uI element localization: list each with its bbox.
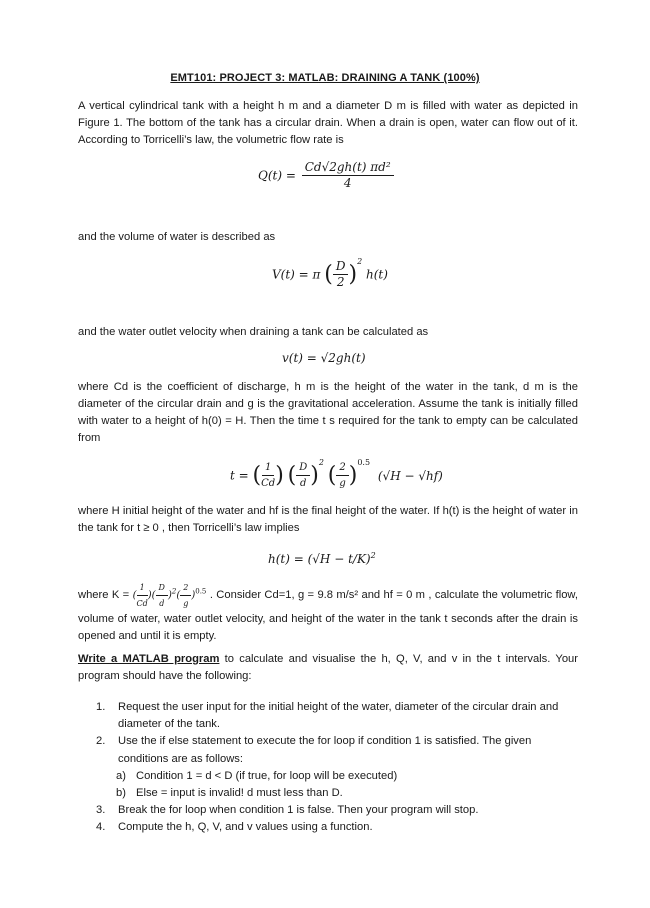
eq-t-f3-num: 2 (336, 460, 348, 476)
velocity-intro: and the water outlet velocity when draining a tank can be calculated as (78, 326, 429, 338)
list-item: 4. Compute the h, Q, V, and v values using a function. (96, 821, 373, 834)
torricelli-paragraph: where H initial height of the water and hf is the final height of the water. If h(t) is the height of water in the tank for t ≥ 0 , then Torricelli’s law implies (78, 505, 578, 535)
requirements-list (96, 699, 566, 837)
eq-t-rhs: (√H − √hf) (377, 468, 443, 483)
list-item: a) Condition 1 = d < D (if true, for loop will be executed) (116, 769, 398, 782)
intro-paragraph: A vertical cylindrical tank with a height h m and a diameter D m is filled with water as depicted in Figure 1. The bottom of the tank has a circular drain. When a drain is open, water can flow out of it. According to Torricelli’s law, the volumetric flow rate is (78, 100, 578, 147)
k-rest: . Consider Cd=1, g = 9.8 m/s² and hf = 0 m , calculate the volumetric flow, volume of water, water outlet velocity, and height of the water in the tank t seconds after the drain is opened and until it is empty. (78, 589, 578, 643)
flow-rate-equation (258, 160, 396, 191)
task-rest: to calculate and visualise the h, Q, V, and v in the t intervals. Your program should have the following: (78, 653, 578, 683)
eq-t-f2-den: d (300, 478, 307, 489)
k-f1-num: 1 (137, 580, 148, 596)
list-item: 1. Request the user input for the initial height of the water, diameter of the circular drain and diameter of the tank. (96, 701, 559, 731)
k-f2-den: d (159, 599, 165, 608)
eq-q-denominator: 4 (343, 176, 352, 190)
k-f3-num: 2 (180, 580, 191, 596)
height-equation (268, 551, 376, 566)
eq-v-lhs: V(t) = π (272, 267, 321, 282)
eq-v-rhs: h(t) (365, 267, 388, 282)
eq-v-frac-den: 2 (336, 275, 345, 289)
eq-t-lhs: t = (230, 468, 249, 483)
eq-v-power: 2 (357, 257, 363, 266)
task-paragraph (78, 651, 578, 685)
eq-h-lhs: h(t) = (√H − t/K) (268, 552, 371, 566)
eq-t-f1-den: Cd (261, 478, 276, 489)
eq-q-lhs: Q(t) = (258, 168, 296, 183)
k-f2-num: D (156, 580, 168, 596)
list-item: 3. Break the for loop when condition 1 is false. Then your program will stop. (96, 804, 479, 817)
k-f1-den: Cd (136, 599, 148, 608)
eq-t-f1-num: 1 (262, 460, 274, 476)
time-equation: t = ( $\frac{1}{Cd}$ ) ( $\frac{D}{d}$ )$^2$ ( $\frac{2}{g}$ )$^{0.5}$ (√H − √hf) (230, 458, 443, 489)
eq-t-f2-num: D (296, 460, 310, 476)
k-pow05: 0.5 (195, 587, 207, 596)
eq-t-pow05: 0.5 (357, 458, 371, 467)
k-expression: ( $\frac{1}{Cd}$ )( $\frac{D}{d}$ )$^2$( $\frac{2}{g}$ )$^{0.5}$ (133, 590, 210, 601)
constants-paragraph (78, 580, 578, 645)
eq-t-pow2: 2 (318, 458, 324, 467)
k-f3-den: g (183, 599, 189, 608)
list-item: b) Else = input is invalid! d must less than D. (116, 787, 343, 800)
eq-v-frac-num: D (333, 259, 349, 275)
volume-intro: and the volume of water is described as (78, 231, 276, 243)
eq-t-f3-den: g (339, 478, 346, 489)
volume-equation: V(t) = π ( $\frac{D}{2}$ )$^2$ h(t) (272, 257, 388, 289)
list-item: 2. Use the if else statement to execute the for loop if condition 1 is satisfied. The given conditions are as follows: (96, 735, 532, 765)
eq-h-power: 2 (370, 551, 376, 560)
definitions-paragraph: where Cd is the coefficient of discharge, h m is the height of the water in the tank, d m is the diameter of the circular drain and g is the gravitational acceleration. Assume the tank is initially filled with water to a height of h(0) = H. Then the time t s required for the tank to empty can be calculated from (78, 381, 578, 445)
velocity-equation: v(t) = √2gh(t) (282, 351, 366, 365)
k-lead: where K = (78, 589, 130, 601)
k-pow2: 2 (171, 587, 177, 596)
page-title: EMT101: PROJECT 3: MATLAB: DRAINING A TANK (100%) (170, 72, 480, 84)
task-link: Write a MATLAB program (78, 653, 220, 665)
eq-q-numerator: Cd√2gh(t) πd² (302, 160, 394, 176)
